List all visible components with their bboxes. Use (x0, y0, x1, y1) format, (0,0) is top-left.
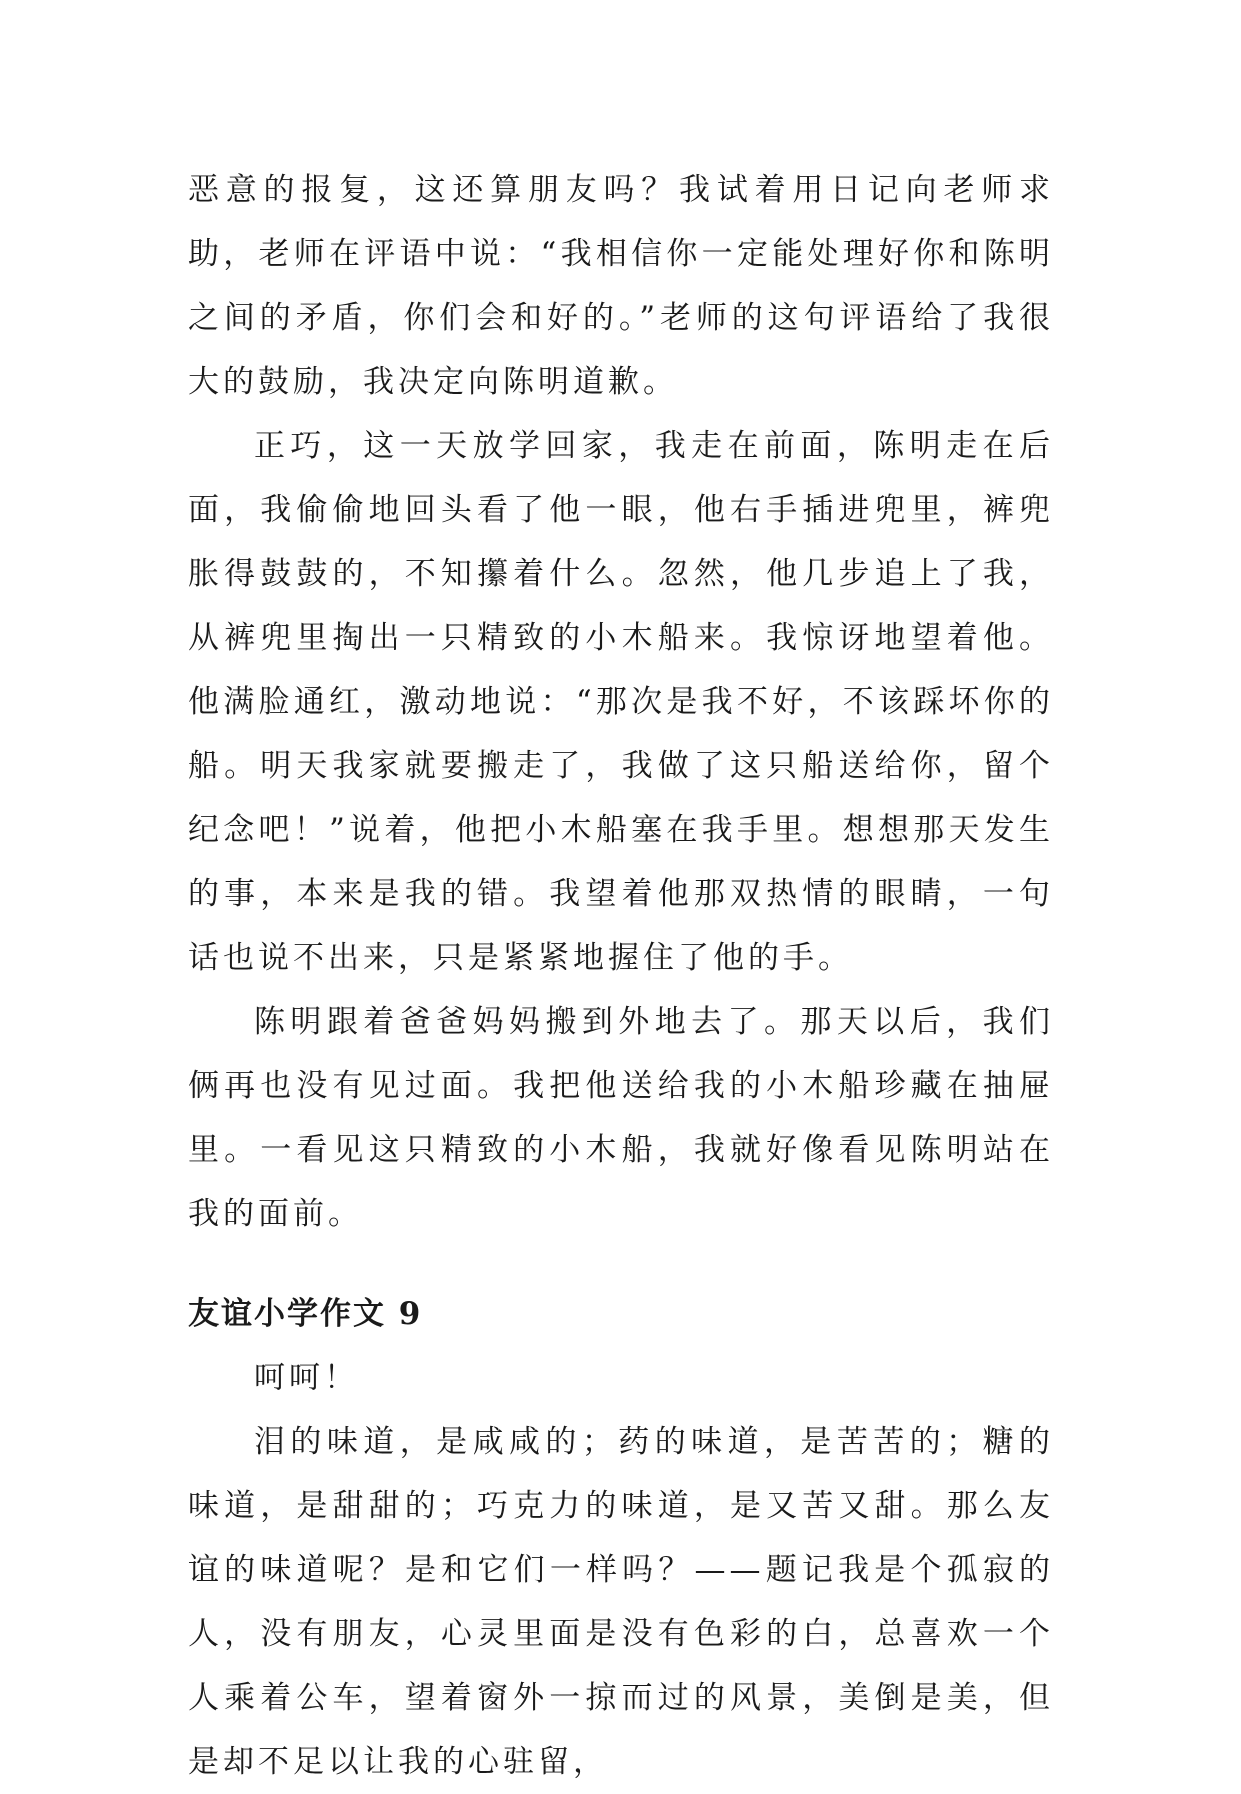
paragraph-2: 正巧，这一天放学回家，我走在前面，陈明走在后面，我偷偷地回头看了他一眼，他右手插进兜里，裤兜胀得鼓鼓的，不知攥着什么。忽然，他几步追上了我，从裤兜里掏出一只精致的小木船来。我惊讶地望着他。他满脸通红，激动地说：“那次是我不好，不该踩坏你的船。明天我家就要搬走了，我做了这只船送给你，留个纪念吧！”说着，他把小木船塞在我手里。想想那天发生的事，本来是我的错。我望着他那双热情的眼睛，一句话也说不出来，只是紧紧地握住了他的手。 (188, 428, 1054, 976)
document-page (188, 158, 1054, 1794)
paragraph-3: 陈明跟着爸爸妈妈搬到外地去了。那天以后，我们俩再也没有见过面。我把他送给我的小木船珍藏在抽屉里。一看见这只精致的小木船，我就好像看见陈明站在我的面前。 (188, 1004, 1054, 1232)
section-title: 友谊小学作文 9 (188, 1296, 423, 1332)
paragraph-5: 泪的味道，是咸咸的；药的味道，是苦苦的；糖的味道，是甜甜的；巧克力的味道，是又苦又甜。那么友谊的味道呢？是和它们一样吗？——题记我是个孤寂的人，没有朋友，心灵里面是没有色彩的白，总喜欢一个人乘着公车，望着窗外一掠而过的风景，美倒是美，但是却不足以让我的心驻留， (188, 1424, 1054, 1780)
paragraph-4: 呵呵！ (254, 1360, 359, 1396)
paragraph-1: 恶意的报复，这还算朋友吗？我试着用日记向老师求助，老师在评语中说：“我相信你一定能处理好你和陈明之间的矛盾，你们会和好的。”老师的这句评语给了我很大的鼓励，我决定向陈明道歉。 (188, 172, 1054, 400)
